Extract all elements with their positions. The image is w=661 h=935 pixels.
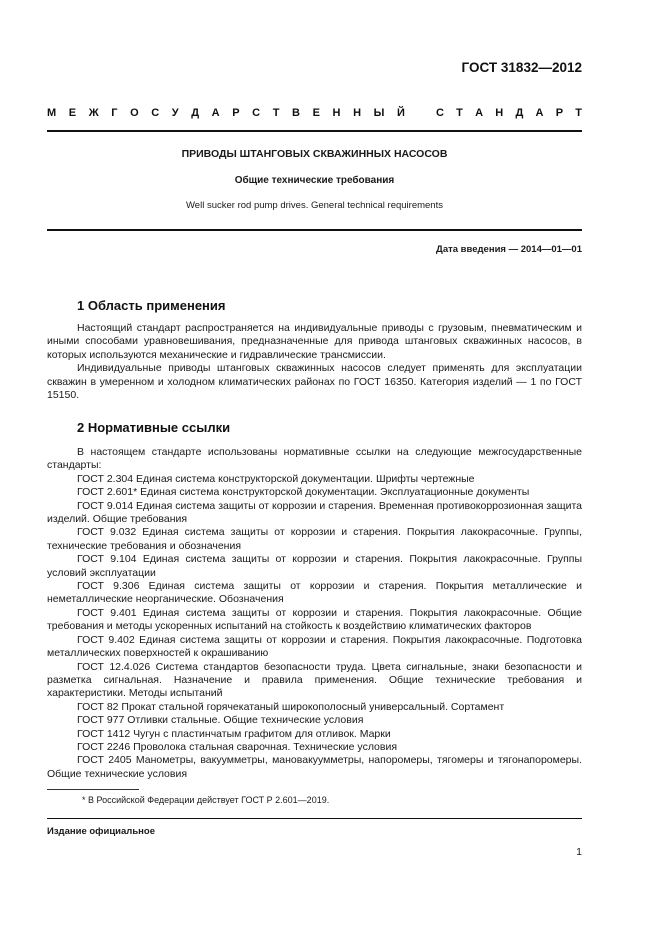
standard-word: [436, 107, 582, 119]
footnote: * В Российской Федерации действует ГОСТ Р 2.601—2019.: [82, 795, 330, 805]
banner-letter: А: [211, 107, 220, 119]
banner-letter: Ж: [88, 107, 99, 119]
official-edition-label: Издание официальное: [47, 826, 155, 837]
banner-letter: М: [47, 107, 57, 119]
document-subtitle: Общие технические требования: [234, 175, 395, 186]
paragraph: Индивидуальные приводы штанговых скважинных насосов следует применять для эксплуатации скважин в умеренном и холодном климатических районах по ГОСТ 16350. Категория изделий — 1 по ГОСТ 15150.: [47, 362, 582, 402]
banner-letter: Ы: [373, 107, 385, 119]
banner-letter: Й: [396, 107, 405, 119]
section-2-body: [47, 446, 582, 781]
page-number: 1: [576, 846, 582, 858]
banner-letter: С: [151, 107, 160, 119]
reference-item: ГОСТ 9.306 Единая система защиты от коррозии и старения. Покрытия металлические и неметаллические неорганические. Обозначения: [47, 580, 582, 606]
banner-letter: Д: [515, 107, 524, 119]
section-2-heading: 2 Нормативные ссылки: [77, 420, 231, 435]
introduction-date: Дата введения — 2014—01—01: [436, 244, 582, 255]
banner-letter: В: [292, 107, 300, 119]
reference-item: ГОСТ 1412 Чугун с пластинчатым графитом для отливок. Марки: [77, 727, 391, 740]
reference-item: ГОСТ 9.401 Единая система защиты от коррозии и старения. Покрытия лакокрасочные. Общие требования и методы ускоренных испытаний на стойкость к воздействию климатических факторов: [47, 606, 582, 633]
banner-letter: Т: [575, 107, 582, 119]
reference-item: ГОСТ 2405 Манометры, вакуумметры, мановакуумметры, напоромеры, тягомеры и тягонапоромеры. Общие технические условия: [47, 754, 582, 780]
english-title: Well sucker rod pump drives. General technical requirements: [186, 200, 443, 211]
footer-rule: [47, 818, 582, 819]
reference-item: ГОСТ 2.601* Единая система конструкторской документации. Эксплуатационные документы: [77, 486, 530, 499]
banner-letter: Т: [272, 107, 280, 119]
interstate-standard-banner: [47, 107, 582, 119]
banner-letter: А: [535, 107, 544, 119]
banner-letter: С: [436, 107, 444, 119]
reference-item: ГОСТ 12.4.026 Система стандартов безопасности труда. Цвета сигнальные, знаки безопасности и разметка сигнальная. Назначение и правила применения. Общие технические требования и характеристики. Методы испытаний: [47, 660, 582, 700]
banner-letter: Т: [456, 107, 463, 119]
banner-letter: У: [171, 107, 179, 119]
banner-letter: Д: [191, 107, 200, 119]
reference-item: ГОСТ 2.304 Единая система конструкторской документации. Шрифты чертежные: [77, 472, 475, 485]
reference-item: ГОСТ 9.104 Единая система защиты от коррозии и старения. Покрытия лакокрасочные. Группы условий эксплуатации: [47, 553, 582, 579]
reference-item: ГОСТ 2246 Проволока стальная сварочная. Технические условия: [77, 740, 398, 753]
interstate-word: [47, 107, 405, 119]
reference-item: ГОСТ 9.402 Единая система защиты от коррозии и старения. Покрытия лакокрасочные. Подготовка металлических поверхностей к окрашиванию: [47, 633, 582, 660]
reference-item: ГОСТ 82 Прокат стальной горячекатаный широкополосный универсальный. Сортамент: [77, 700, 505, 713]
banner-letter: Р: [232, 107, 240, 119]
banner-letter: Г: [111, 107, 118, 119]
banner-letter: О: [130, 107, 139, 119]
title-rule: [47, 229, 582, 231]
banner-letter: Н: [353, 107, 362, 119]
gost-code: ГОСТ 31832—2012: [461, 60, 582, 75]
banner-letter: Р: [555, 107, 564, 119]
banner-letter: А: [475, 107, 484, 119]
paragraph: В настоящем стандарте использованы нормативные ссылки на следующие межгосударственные стандарты:: [47, 446, 582, 472]
banner-letter: Н: [332, 107, 341, 119]
banner-letter: Е: [68, 107, 77, 119]
top-rule: [47, 130, 582, 132]
document-title: ПРИВОДЫ ШТАНГОВЫХ СКВАЖИННЫХ НАСОСОВ: [181, 148, 448, 160]
banner-letter: С: [252, 107, 261, 119]
section-1-body: [47, 322, 582, 402]
section-1-heading: 1 Область применения: [77, 298, 226, 313]
banner-letter: Н: [495, 107, 504, 119]
reference-item: ГОСТ 9.032 Единая система защиты от коррозии и старения. Покрытия лакокрасочные. Группы, технические требования и обозначения: [47, 526, 582, 552]
paragraph: Настоящий стандарт распространяется на индивидуальные приводы с грузовым, пневматическим и иными способами уравновешивания, предназначенные для привода штанговых скважинных насосов, в которых используются механические и гидравлические трансмиссии.: [47, 322, 582, 361]
banner-letter: Е: [312, 107, 320, 119]
reference-item: ГОСТ 9.014 Единая система защиты от коррозии и старения. Временная противокоррозионная защита изделий. Общие требования: [47, 499, 582, 526]
footnote-separator: [47, 789, 139, 790]
reference-item: ГОСТ 977 Отливки стальные. Общие технические условия: [77, 714, 364, 727]
